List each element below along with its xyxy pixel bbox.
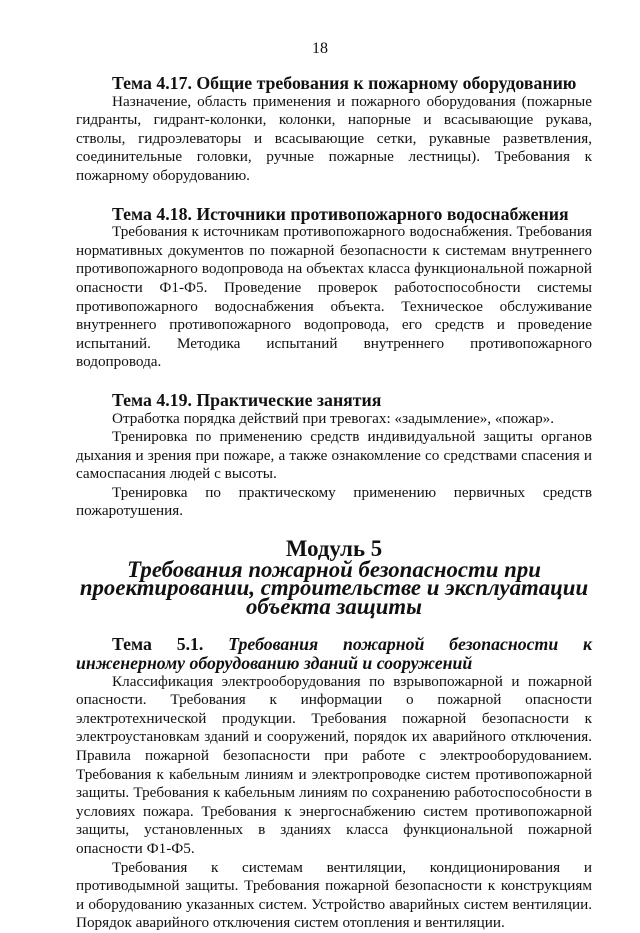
topic-5-1 [76,635,592,933]
module-5 [76,536,592,619]
topic-4-19-paragraph-1: Отработка порядка действий при тревогах: «задымление», «пожар». [112,409,555,427]
topic-4-17-paragraph-1: Назначение, область применения и пожарного оборудования (пожарные гидранты, гидрант-колонки, колонки, напорные и всасывающие рукава, стволы, гидроэлеваторы и всасывающие сетки, рукавные разветвления, соединительные головки, ручные пожарные лестницы). Требования к пожарному оборудованию. [76,92,592,184]
topic-5-1-paragraph-2: Требования к системам вентиляции, кондиционирования и противодымной защиты. Требования пожарной безопасности к конструкциям и оборудованию указанных систем. Устройство аварийных систем вентиляции. Порядок аварийного отключения систем отопления и вентиляции. [76,858,592,932]
topic-5-1-heading-label: Тема 5.1. [112,634,204,655]
topic-5-1-heading [76,635,592,672]
module-5-title: Модуль 5 [285,536,383,562]
topic-4-19-heading: Тема 4.19. Практические занятия [112,389,382,410]
topic-4-17-heading: Тема 4.17. Общие требования к пожарному оборудованию [112,73,577,93]
topic-4-19-paragraph-3: Тренировка по практическому применению первичных средств пожаротушения. [76,483,592,520]
page-number: 18 [312,40,328,57]
module-5-subtitle: Требования пожарной безопасности при проектировании, строительстве и эксплуатации объекта защиты [79,556,589,619]
topic-4-17 [76,74,592,186]
topic-4-19-paragraph-2: Тренировка по применению средств индивидуальной защиты органов дыхания и зрения при пожаре, а также ознакомление со средствами спасения и самоспасания людей с высоты. [76,428,592,483]
topic-4-19 [76,391,592,521]
topic-5-1-heading-text: Требования пожарной безопасности к инженерному оборудованию зданий и сооружений [76,634,592,674]
topic-4-18-heading: Тема 4.18. Источники противопожарного водоснабжения [112,203,569,224]
document-body [76,74,592,933]
topic-4-18-paragraph-1: Требования к источникам противопожарного водоснабжения. Требования нормативных документов по пожарной безопасности к системам внутреннего противопожарного водопровода на объектах класса функциональной пожарной опасности Ф1-Ф5. Проведение проверок работоспособности системы противопожарного водоснабжения объекта. Техническое обслуживание внутреннего противопожарного водопровода, его средств и проведение испытаний. Методика испытаний внутреннего противопожарного водопровода. [76,223,592,371]
topic-4-18 [76,205,592,372]
topic-5-1-paragraph-1: Классификация электрооборудования по взрывопожарной и пожарной опасности. Требования к информации о пожарной опасности электротехнической продукции. Требования пожарной безопасности к электроустановкам зданий и сооружений, порядок их аварийного отключения. Правила пожарной безопасности при работе с электрооборудованием. Требования к кабельным линиям и электропроводке систем противопожарной защиты. Требования к кабельным линиям по сохранению работоспособности в условиях пожара. Требования к энергоснабжению систем противопожарной защиты, установленных в зданиях класса функциональной пожарной опасности Ф1-Ф5. [76,672,592,857]
